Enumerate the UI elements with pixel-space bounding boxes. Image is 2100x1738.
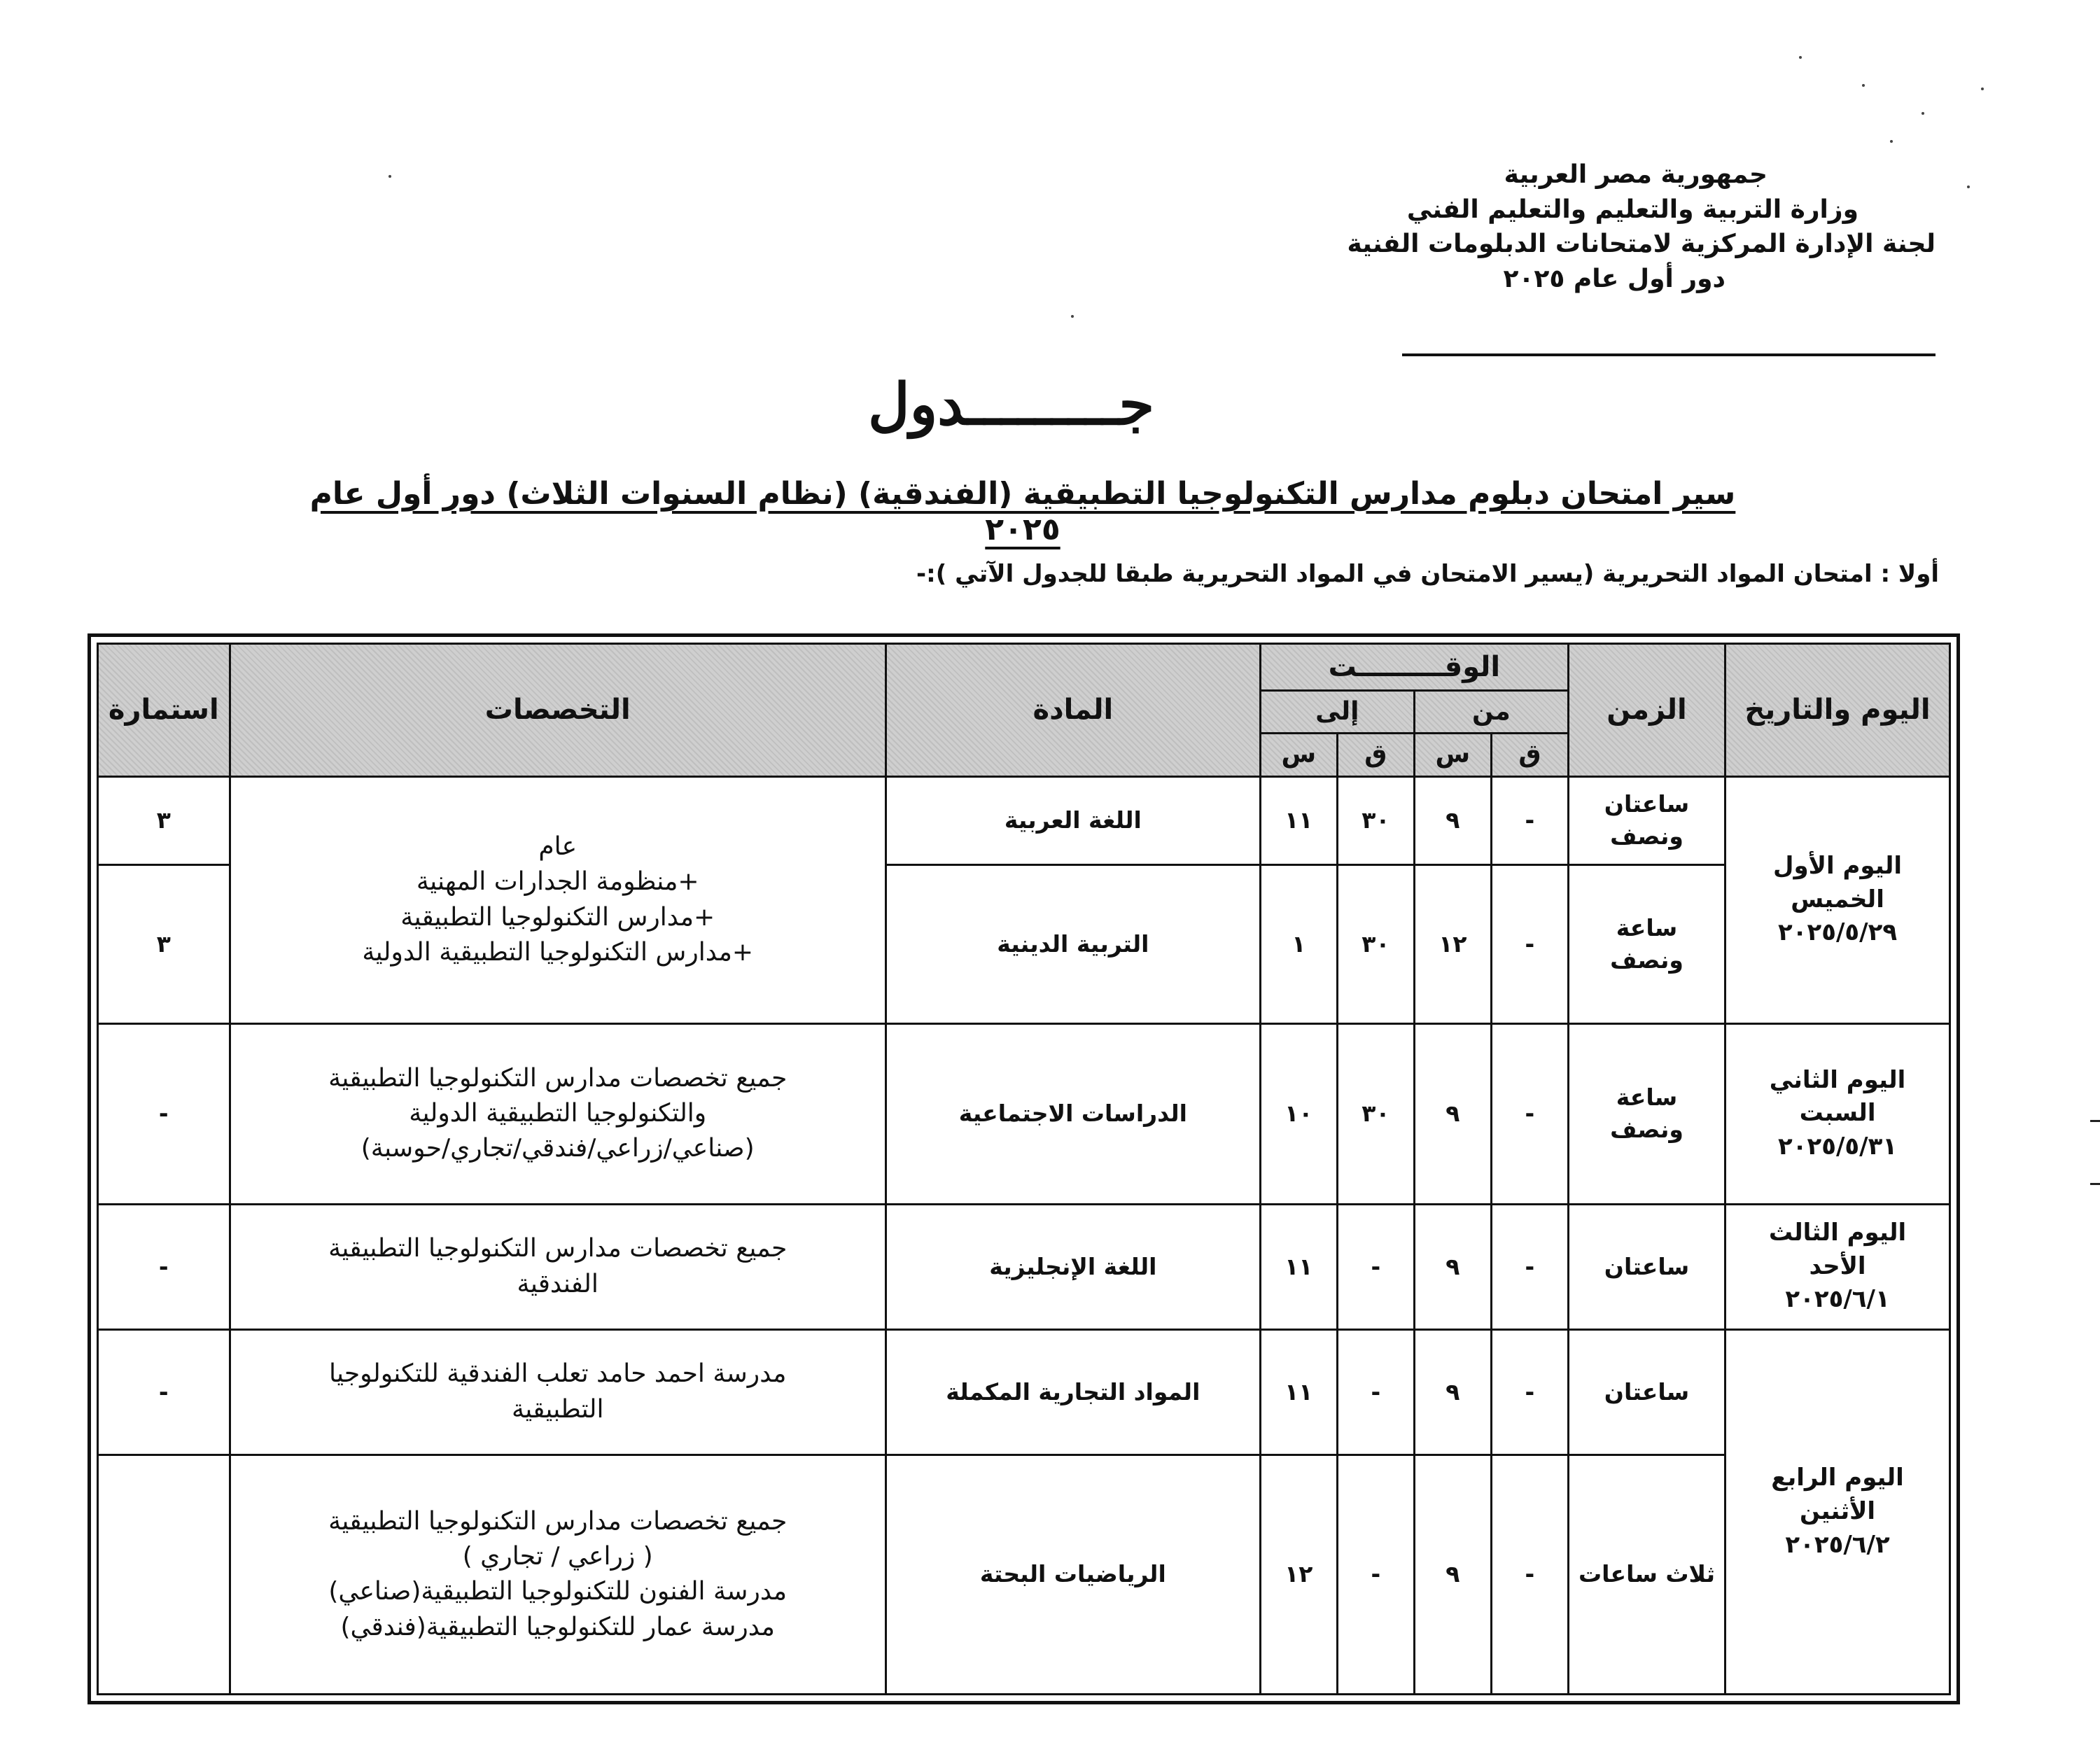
from-hour-cell: ٩ [1414, 1204, 1491, 1329]
duration-cell: ساعة ونصف [1568, 865, 1725, 1023]
page-title: جـــــــــدول [868, 371, 1155, 438]
col-to: إلى [1260, 691, 1414, 734]
specializations-cell [230, 776, 886, 1023]
day-weekday: الأحد [1809, 1252, 1866, 1280]
day-cell [1726, 1204, 1950, 1329]
exam-subtitle: سير امتحان دبلوم مدارس التكنولوجيا التطبيقية (الفندقية) (نظام السنوات الثلاث) دور أول عام ٢٠٢٥ [309, 476, 1736, 547]
col-duration: الزمن [1568, 644, 1725, 777]
scan-speck [1967, 185, 1970, 188]
duration-cell: ساعتان ونصف [1568, 776, 1725, 864]
scan-speck [1921, 112, 1924, 115]
scan-speck [1862, 84, 1865, 87]
scan-speck [388, 175, 391, 178]
from-hour-cell: ٩ [1414, 776, 1491, 864]
day-name: اليوم الثالث [1768, 1219, 1907, 1247]
header-divider [1402, 353, 1935, 356]
to-minute-cell: - [1337, 1455, 1414, 1694]
spec-line: عام [538, 832, 578, 861]
col-from: من [1414, 691, 1568, 734]
col-to-hour: س [1260, 734, 1337, 776]
spec-line: جميع تخصصات مدارس التكنولوجيا التطبيقية [328, 1063, 788, 1093]
day-weekday: الأثنين [1799, 1497, 1876, 1526]
scan-speck [1890, 140, 1893, 143]
day-name: اليوم الرابع [1771, 1464, 1904, 1492]
spec-line: الفندقية [517, 1269, 598, 1298]
spec-line: +مدارس التكنولوجيا التطبيقية [400, 902, 715, 932]
day-date: ٢٠٢٥/٦/٢ [1785, 1530, 1890, 1559]
spec-line: جميع تخصصات مدارس التكنولوجيا التطبيقية [328, 1506, 788, 1536]
form-cell: ٣ [98, 865, 230, 1023]
exam-schedule-table [97, 643, 1951, 1695]
to-minute-cell: ٣٠ [1337, 776, 1414, 864]
col-form: استمارة [98, 644, 230, 777]
day-weekday: الخميس [1791, 885, 1884, 913]
table-row [98, 1455, 1950, 1694]
spec-line: (صناعي/زراعي/فندقي/تجاري/حوسبة) [360, 1134, 755, 1163]
col-to-minute: ق [1337, 734, 1414, 776]
duration-cell: ساعة ونصف [1568, 1023, 1725, 1204]
form-cell [98, 1455, 230, 1694]
day-date: ٢٠٢٥/٥/٣١ [1777, 1132, 1898, 1161]
scan-speck [1981, 87, 1984, 90]
col-from-hour: س [1414, 734, 1491, 776]
to-minute-cell: - [1337, 1204, 1414, 1329]
day-cell [1726, 1023, 1950, 1204]
col-time: الوقـــــــــت [1260, 644, 1568, 691]
spec-line: ( زراعي / تجاري ) [462, 1541, 653, 1571]
col-from-minute: ق [1491, 734, 1568, 776]
col-specializations: التخصصات [230, 644, 886, 777]
specializations-cell [230, 1204, 886, 1329]
table-header [98, 644, 1950, 777]
subject-cell: المواد التجارية المكملة [886, 1329, 1260, 1455]
spec-line: +منظومة الجدارات المهنية [416, 867, 699, 897]
margin-mark [2090, 1183, 2100, 1185]
to-hour-cell: ١٢ [1260, 1455, 1337, 1694]
form-cell: - [98, 1204, 230, 1329]
duration-cell: ساعتان [1568, 1329, 1725, 1455]
to-hour-cell: ١ [1260, 865, 1337, 1023]
from-minute-cell: - [1491, 1204, 1568, 1329]
to-hour-cell: ١١ [1260, 1329, 1337, 1455]
day-date: ٢٠٢٥/٥/٢٩ [1777, 918, 1898, 947]
ministry-header [1306, 157, 1935, 297]
to-hour-cell: ١٠ [1260, 1023, 1337, 1204]
from-minute-cell: - [1491, 1329, 1568, 1455]
spec-line: مدرسة عمار للتكنولوجيا التطبيقية(فندقي) [340, 1612, 775, 1641]
form-cell: ٣ [98, 776, 230, 864]
form-cell: - [98, 1023, 230, 1204]
scan-speck [1799, 56, 1802, 59]
to-minute-cell: - [1337, 1329, 1414, 1455]
table-row [98, 776, 1950, 864]
from-hour-cell: ٩ [1414, 1455, 1491, 1694]
table-row [98, 1329, 1950, 1455]
day-cell [1726, 776, 1950, 1023]
table-row [98, 1023, 1950, 1204]
header-line-committee: لجنة الإدارة المركزية لامتحانات الدبلومات الفنية [1347, 230, 1935, 259]
table-row [98, 1204, 1950, 1329]
col-day-date: اليوم والتاريخ [1726, 644, 1950, 777]
day-date: ٢٠٢٥/٦/١ [1785, 1285, 1890, 1314]
intro-text: أولا : امتحان المواد التحريرية (يسير الامتحان في المواد التحريرية طبقا للجدول الآتي ):- [916, 560, 1939, 588]
from-hour-cell: ١٢ [1414, 865, 1491, 1023]
scan-speck [1071, 315, 1074, 318]
from-hour-cell: ٩ [1414, 1329, 1491, 1455]
from-hour-cell: ٩ [1414, 1023, 1491, 1204]
header-line-ministry: وزارة التربية والتعليم والتعليم الفني [1406, 195, 1858, 224]
schedule-frame [88, 633, 1960, 1704]
from-minute-cell: - [1491, 1023, 1568, 1204]
subject-cell: اللغة العربية [886, 776, 1260, 864]
spec-line: والتكنولوجيا التطبيقية الدولية [409, 1098, 707, 1128]
subject-cell: الدراسات الاجتماعية [886, 1023, 1260, 1204]
to-minute-cell: ٣٠ [1337, 865, 1414, 1023]
from-minute-cell: - [1491, 1455, 1568, 1694]
header-line-republic: جمهورية مصر العربية [1504, 160, 1768, 189]
day-weekday: السبت [1799, 1099, 1876, 1128]
from-minute-cell: - [1491, 865, 1568, 1023]
specializations-cell [230, 1455, 886, 1694]
subject-cell: اللغة الإنجليزية [886, 1204, 1260, 1329]
spec-line: +مدارس التكنولوجيا التطبيقية الدولية [362, 938, 754, 967]
day-name: اليوم الثاني [1769, 1065, 1906, 1094]
specializations-cell [230, 1023, 886, 1204]
subject-cell: التربية الدينية [886, 865, 1260, 1023]
margin-mark [2090, 1120, 2100, 1122]
header-line-session: دور أول عام ٢٠٢٥ [1503, 265, 1726, 294]
to-hour-cell: ١١ [1260, 1204, 1337, 1329]
form-cell: - [98, 1329, 230, 1455]
spec-line: مدرسة الفنون للتكنولوجيا التطبيقية(صناعي) [328, 1577, 788, 1606]
to-minute-cell: ٣٠ [1337, 1023, 1414, 1204]
specializations-cell [230, 1329, 886, 1455]
spec-line: مدرسة احمد حامد تعلب الفندقية للتكنولوجيا [329, 1359, 787, 1389]
duration-cell: ثلاث ساعات [1568, 1455, 1725, 1694]
from-minute-cell: - [1491, 776, 1568, 864]
to-hour-cell: ١١ [1260, 776, 1337, 864]
spec-line: التطبيقية [511, 1394, 604, 1424]
day-name: اليوم الأول [1773, 852, 1903, 881]
subject-cell: الرياضيات البحتة [886, 1455, 1260, 1694]
day-cell [1726, 1329, 1950, 1694]
col-subject: المادة [886, 644, 1260, 777]
spec-line: جميع تخصصات مدارس التكنولوجيا التطبيقية [328, 1234, 788, 1263]
duration-cell: ساعتان [1568, 1204, 1725, 1329]
